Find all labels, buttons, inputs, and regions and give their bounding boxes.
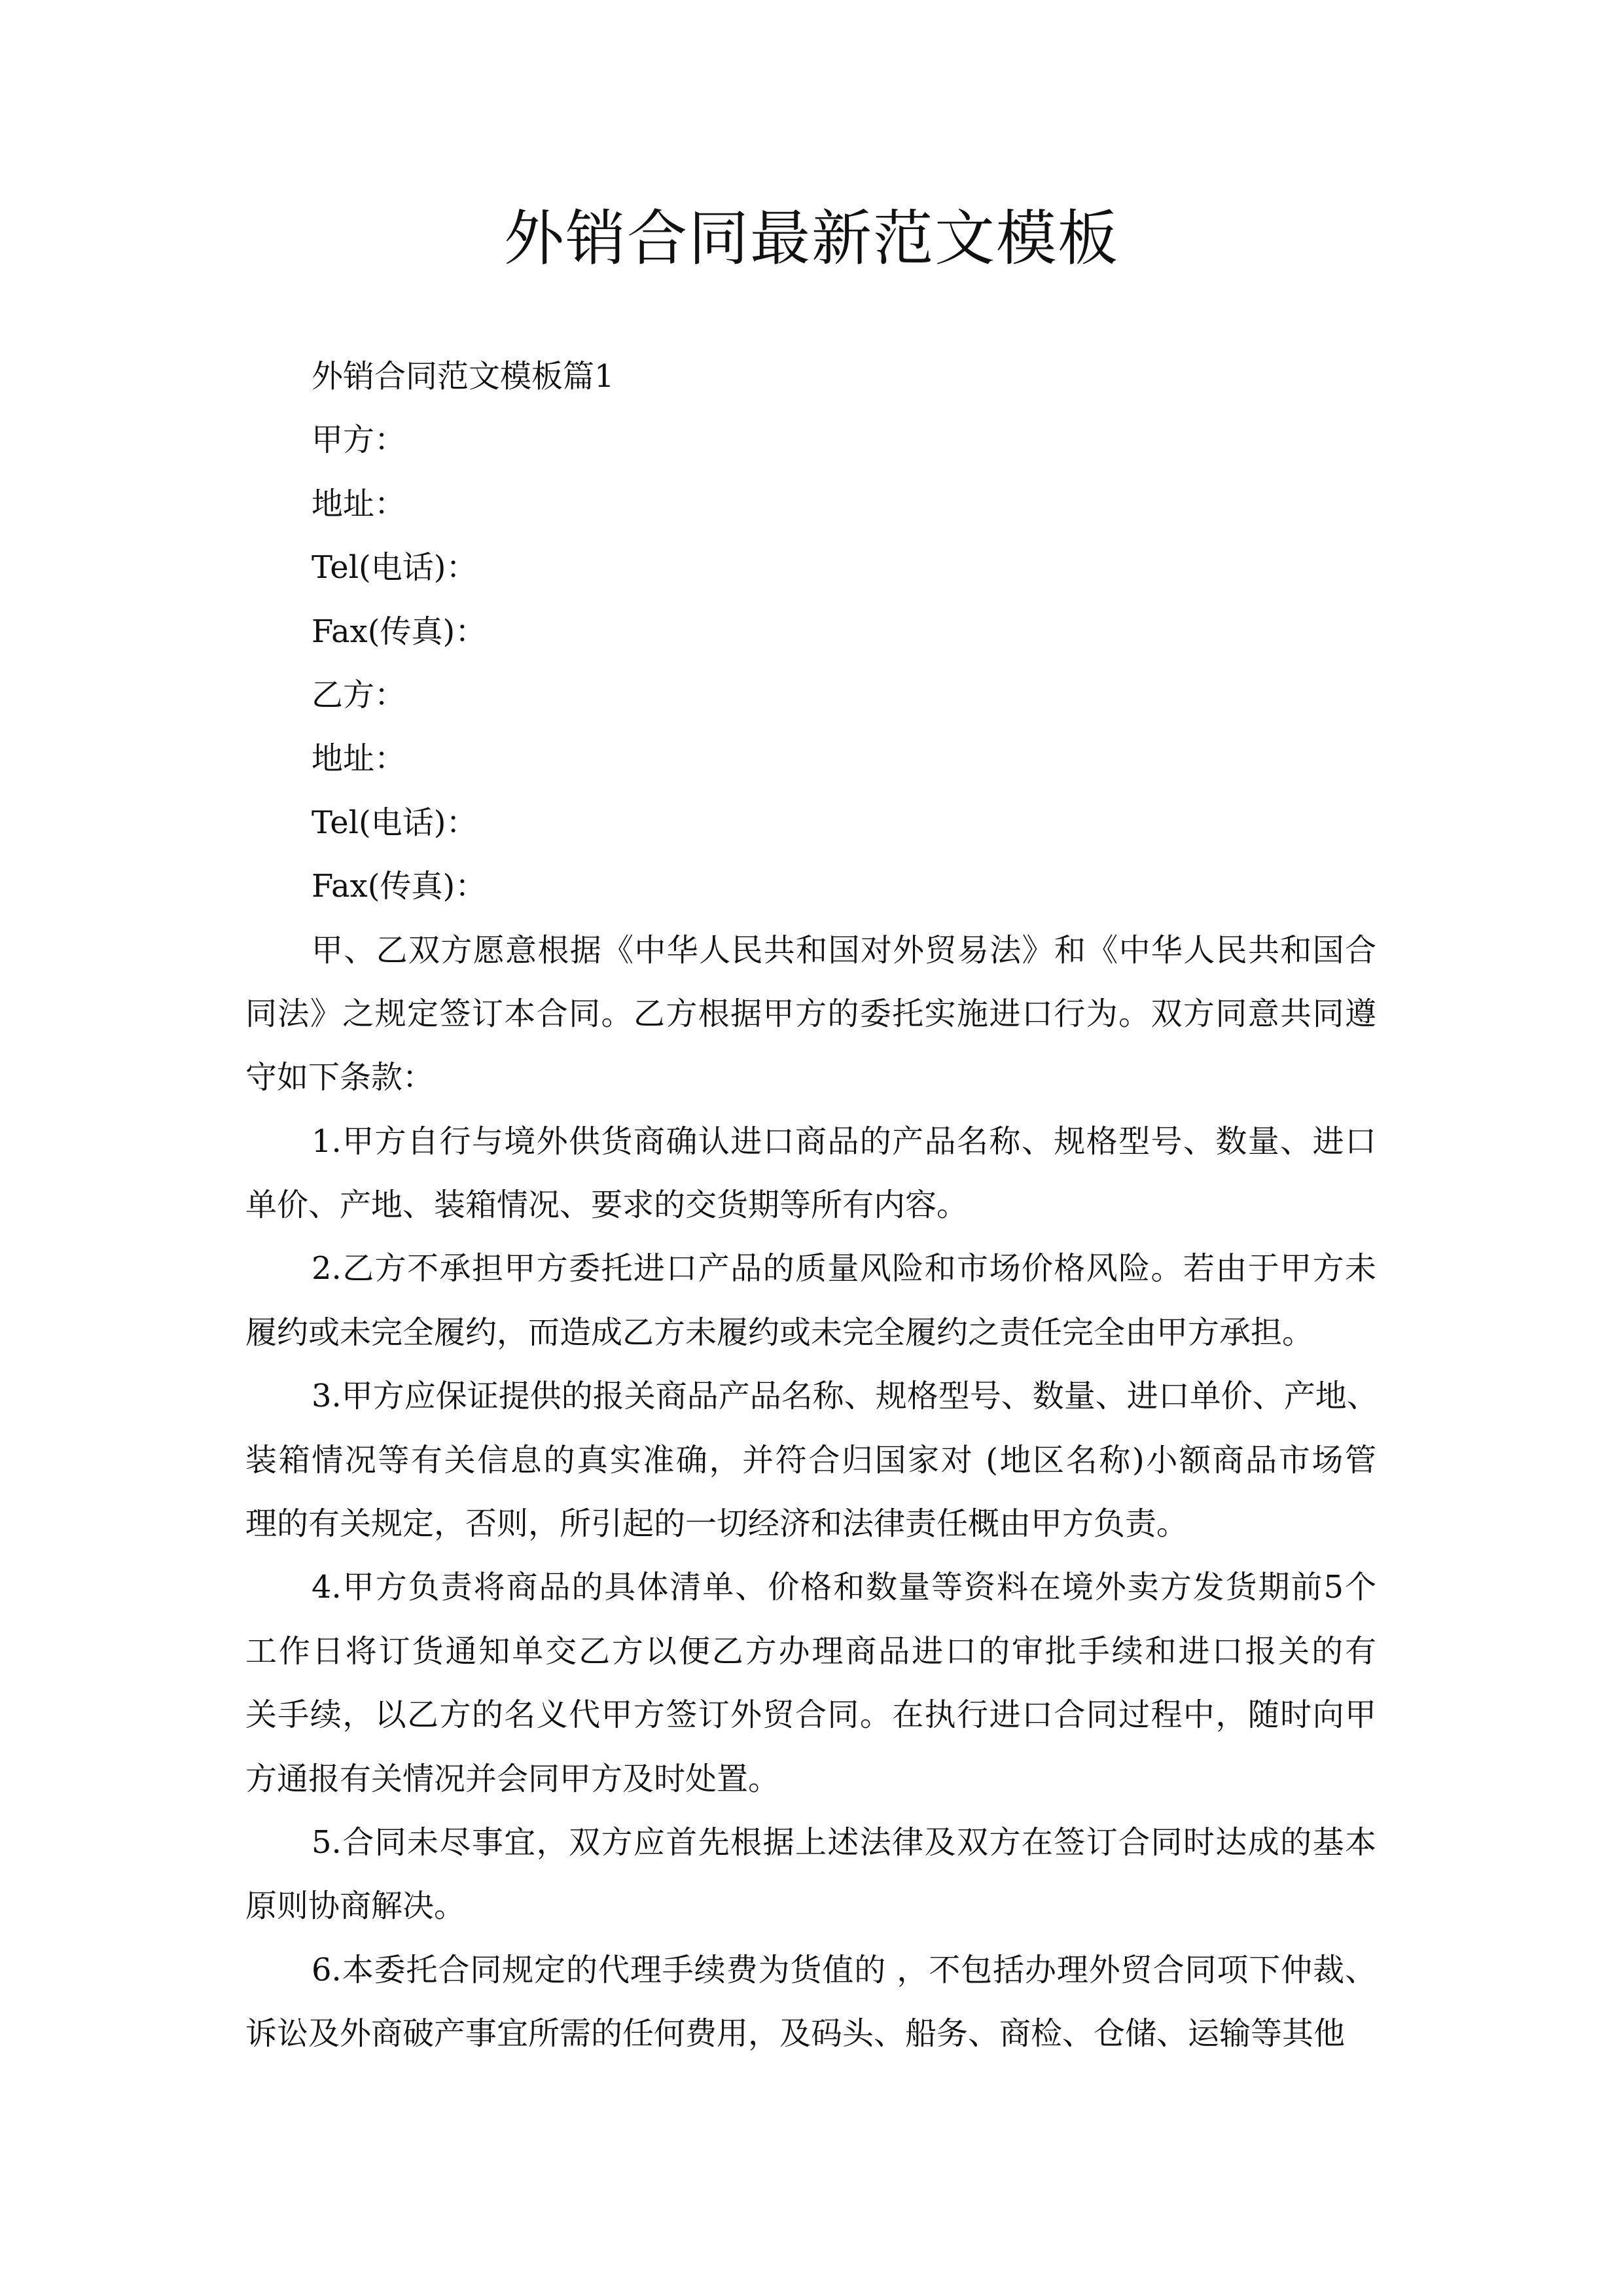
paragraph-line: 2.乙方不承担甲方委托进口产品的质量风险和市场价格风险。若由于甲方未 (312, 1250, 1376, 1287)
paragraph (245, 1556, 1376, 1811)
paragraph-line: 乙方： (312, 676, 406, 713)
paragraph (245, 408, 1376, 472)
paragraph-line: 甲方： (312, 422, 406, 459)
paragraph-line: 6.本委托合同规定的代理手续费为货值的 ，不包括办理外贸合同项下仲裁、 (312, 1951, 1376, 1988)
paragraph-line: Fax(传真)： (312, 868, 487, 905)
paragraph-line: 甲、乙双方愿意根据《中华人民共和国对外贸易法》和《中华人民共和国合 (312, 931, 1376, 969)
paragraph-line: 诉讼及外商破产事宜所需的任何费用，及码头、船务、商检、仓储、运输等其他 (245, 2015, 1346, 2053)
paragraph (245, 727, 1376, 791)
paragraph (245, 536, 1376, 600)
paragraph (245, 1939, 1376, 2066)
paragraph-line: 1.甲方自行与境外供货商确认进口商品的产品名称、规格型号、数量、进口 (312, 1122, 1376, 1160)
paragraph (245, 1110, 1376, 1238)
paragraph-line: 方通报有关情况并会同甲方及时处置。 (245, 1760, 780, 1797)
paragraph-line: 4.甲方负责将商品的具体清单、价格和数量等资料在境外卖方发货期前5个 (312, 1569, 1376, 1606)
paragraph-line: 理的有关规定，否则，所引起的一切经济和法律责任概由甲方负责。 (245, 1505, 1188, 1543)
paragraph-line: 外销合同范文模板篇1 (312, 358, 615, 395)
paragraph-line: 同法》之规定签订本合同。乙方根据甲方的委托实施进口行为。双方同意共同遵 (245, 995, 1376, 1032)
paragraph-line: Fax(传真)： (312, 613, 487, 650)
paragraph (245, 791, 1376, 855)
document-title: 外销合同最新范文模板 (503, 204, 1119, 274)
paragraph (245, 919, 1376, 1110)
paragraph-line: 守如下条款： (245, 1059, 435, 1096)
paragraph-line: 地址： (312, 485, 406, 522)
paragraph (245, 345, 1376, 408)
paragraph (245, 1365, 1376, 1556)
paragraph (245, 473, 1376, 536)
paragraph (245, 855, 1376, 918)
paragraph-line: 装箱情况等有关信息的真实准确，并符合归国家对 (地区名称)小额商品市场管 (245, 1441, 1376, 1479)
paragraph-line: 原则协商解决。 (245, 1888, 466, 1925)
document-body (245, 345, 1376, 2066)
paragraph-line: 3.甲方应保证提供的报关商品产品名称、规格型号、数量、进口单价、产地、 (312, 1378, 1378, 1415)
paragraph (245, 600, 1376, 664)
paragraph-line: 5.合同未尽事宜，双方应首先根据上述法律及双方在签订合同时达成的基本 (312, 1823, 1376, 1861)
paragraph-line: Tel(电话)： (312, 549, 478, 586)
paragraph (245, 1811, 1376, 1939)
paragraph (245, 664, 1376, 727)
paragraph-line: 履约或未完全履约，而造成乙方未履约或未完全履约之责任完全由甲方承担。 (245, 1314, 1314, 1351)
paragraph-line: Tel(电话)： (312, 804, 478, 841)
paragraph-line: 单价、产地、装箱情况、要求的交货期等所有内容。 (245, 1187, 969, 1224)
paragraph-line: 地址： (312, 740, 406, 778)
paragraph-line: 关手续，以乙方的名义代甲方签订外贸合同。在执行进口合同过程中，随时向甲 (245, 1696, 1376, 1734)
paragraph-line: 工作日将订货通知单交乙方以便乙方办理商品进口的审批手续和进口报关的有 (245, 1632, 1376, 1670)
paragraph (245, 1237, 1376, 1365)
